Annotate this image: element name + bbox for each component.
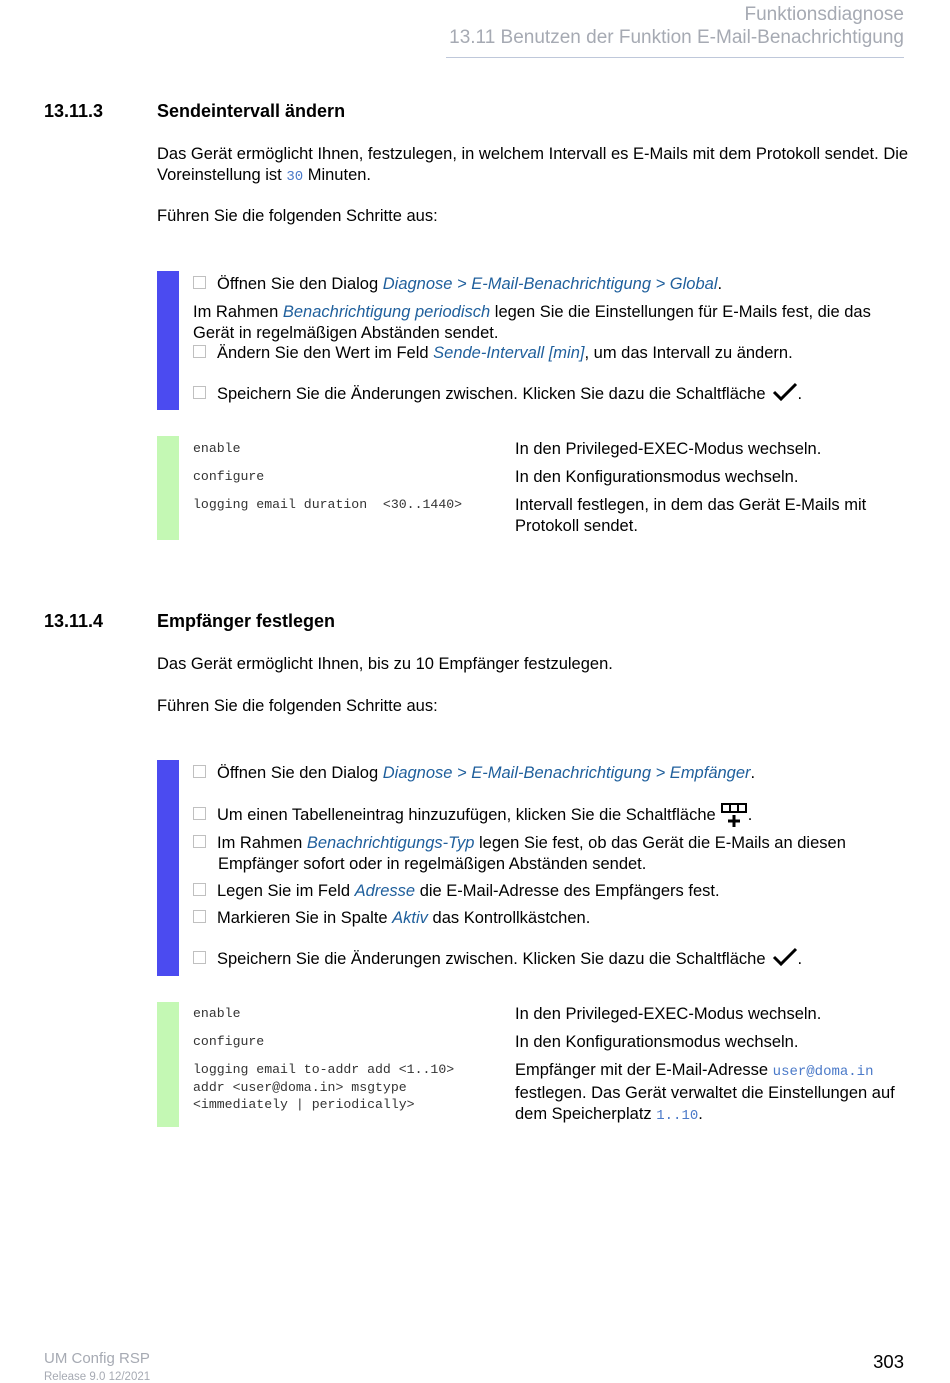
section-number: 13.11.4 — [44, 611, 104, 631]
running-header-chapter: Funktionsdiagnose — [744, 4, 904, 25]
running-header-section: 13.11 Benutzen der Funktion E-Mail-Benachrichtigung — [449, 27, 904, 48]
cli-command: logging email to-addr add <1..10> addr <user@doma.in> msgtype <immediately | periodically> — [193, 1062, 455, 1112]
footer-document-title: UM Config RSP — [44, 1350, 150, 1367]
step-item: Ändern Sie den Wert im Feld Sende-Intervall [min], um das Intervall zu ändern. — [193, 343, 903, 364]
step-checkbox — [193, 807, 206, 820]
step-block-marker — [157, 760, 179, 976]
step-checkbox — [193, 765, 206, 778]
step-item: Speichern Sie die Änderungen zwischen. Klicken Sie dazu die Schaltfläche . — [193, 947, 903, 973]
step-checkbox — [193, 910, 206, 923]
default-value: 30 — [286, 169, 304, 185]
frame-name-link: Benachrichtigungs-Typ — [306, 834, 475, 852]
step-checkbox — [193, 835, 206, 848]
header-divider — [446, 57, 904, 58]
step-item: Öffnen Sie den Dialog Diagnose > E-Mail-Benachrichtigung > Empfänger. — [193, 763, 903, 784]
steps-intro: Führen Sie die folgenden Schritte aus: — [157, 697, 438, 715]
field-name-link: Adresse — [354, 882, 416, 900]
cli-command: configure — [193, 469, 265, 484]
step-checkbox — [193, 951, 206, 964]
step-note: Im Rahmen Benachrichtigung periodisch legen Sie die Einstellungen für E-Mails fest, die das Gerät in regelmäßigen Abständen sendet. — [193, 303, 871, 342]
step-checkbox — [193, 345, 206, 358]
step-checkbox — [193, 276, 206, 289]
step-item: Um einen Tabelleneintrag hinzuzufügen, klicken Sie die Schaltfläche . — [193, 802, 903, 834]
dialog-path-link[interactable]: Diagnose > E-Mail-Benachrichtigung > Global — [382, 275, 718, 293]
cli-description: Intervall festlegen, in dem das Gerät E-Mails mit Protokoll sendet. — [515, 496, 867, 535]
frame-name-link: Benachrichtigung periodisch — [282, 303, 491, 321]
step-item: Im Rahmen Benachrichtigungs-Typ legen Sie fest, ob das Gerät die E-Mails an diesen Empfänger sofort oder in regelmäßigen Abständen sendet. — [193, 833, 903, 875]
cli-command: enable — [193, 1006, 241, 1021]
field-name-link: Sende-Intervall [min] — [433, 344, 585, 362]
range-value: 1..10 — [656, 1108, 699, 1124]
step-block-marker — [157, 271, 179, 410]
cli-description: In den Privileged-EXEC-Modus wechseln. — [515, 1005, 822, 1023]
step-item: Markieren Sie in Spalte Aktiv das Kontrollkästchen. — [193, 908, 903, 929]
cli-command: logging email duration <30..1440> — [193, 497, 463, 512]
checkmark-icon[interactable] — [772, 947, 798, 973]
step-item: Legen Sie im Feld Adresse die E-Mail-Adresse des Empfängers fest. — [193, 881, 903, 902]
page-number: 303 — [873, 1351, 904, 1372]
section-title: Empfänger festlegen — [157, 611, 336, 631]
email-address-value: user@doma.in — [772, 1064, 874, 1080]
section-intro: Das Gerät ermöglicht Ihnen, festzulegen, in welchem Intervall es E-Mails mit dem Protokoll sendet. Die Voreinstellung ist 30 Minuten. — [157, 145, 909, 185]
checkmark-icon[interactable] — [772, 382, 798, 408]
cli-block-marker — [157, 1002, 179, 1127]
step-item: Speichern Sie die Änderungen zwischen. Klicken Sie dazu die Schaltfläche . — [193, 382, 903, 408]
cli-command: enable — [193, 441, 241, 456]
add-table-row-icon[interactable] — [720, 802, 748, 834]
cli-block-marker — [157, 436, 179, 540]
cli-description: In den Privileged-EXEC-Modus wechseln. — [515, 440, 822, 458]
step-checkbox — [193, 386, 206, 399]
step-item: Öffnen Sie den Dialog Diagnose > E-Mail-Benachrichtigung > Global. — [193, 274, 903, 295]
cli-command: configure — [193, 1034, 265, 1049]
footer-release: Release 9.0 12/2021 — [44, 1371, 151, 1383]
dialog-path-link[interactable]: Diagnose > E-Mail-Benachrichtigung > Empfänger — [382, 764, 751, 782]
cli-description: Empfänger mit der E-Mail-Adresse user@doma.in festlegen. Das Gerät verwaltet die Einstellungen auf dem Speicherplatz 1..10. — [515, 1061, 895, 1124]
section-title: Sendeintervall ändern — [157, 101, 346, 121]
column-name-link: Aktiv — [392, 909, 428, 927]
cli-description: In den Konfigurationsmodus wechseln. — [515, 1033, 799, 1051]
step-checkbox — [193, 883, 206, 896]
cli-description: In den Konfigurationsmodus wechseln. — [515, 468, 799, 486]
section-intro: Das Gerät ermöglicht Ihnen, bis zu 10 Empfänger festzulegen. — [157, 655, 613, 673]
steps-intro: Führen Sie die folgenden Schritte aus: — [157, 207, 438, 225]
section-number: 13.11.3 — [44, 101, 104, 121]
